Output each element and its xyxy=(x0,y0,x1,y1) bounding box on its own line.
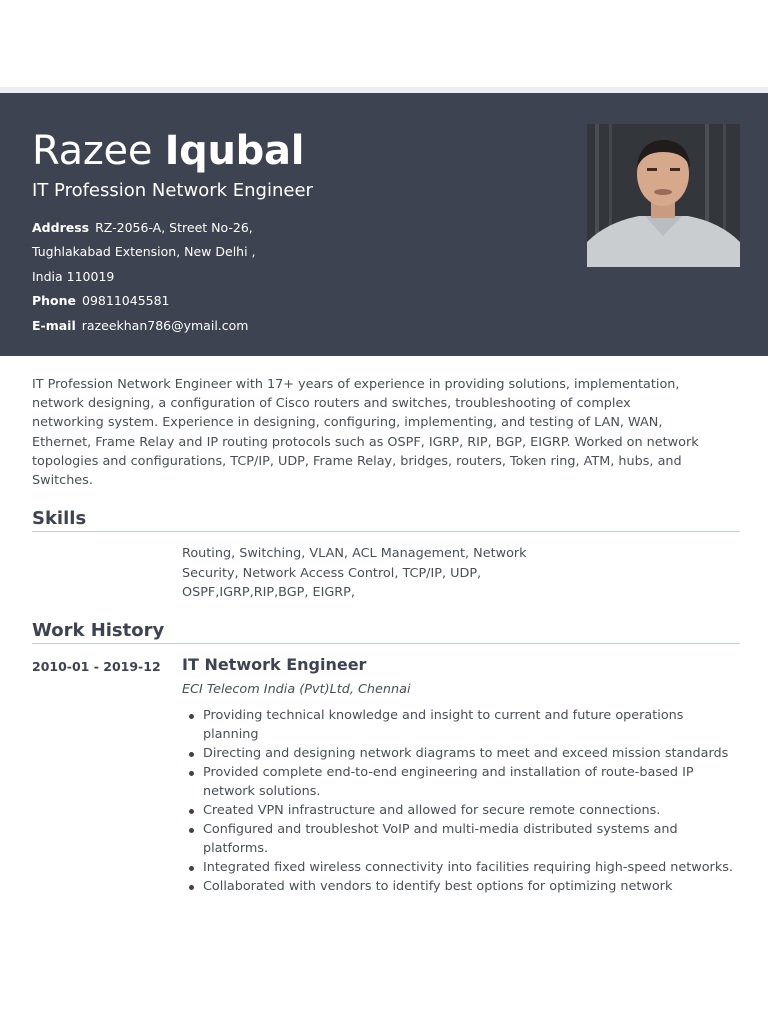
phone-row xyxy=(32,293,170,309)
list-item: Integrated fixed wireless connectivity into facilities requiring high-speed networks. xyxy=(182,858,737,877)
list-item: Created VPN infrastructure and allowed for secure remote connections. xyxy=(182,801,737,820)
list-item: Collaborated with vendors to identify best options for optimizing network xyxy=(182,877,737,896)
profile-photo-illustration xyxy=(587,124,740,267)
summary-line: Switches. xyxy=(32,473,93,489)
job-dates: 2010-01 - 2019-12 xyxy=(32,659,161,674)
address-row xyxy=(32,220,253,236)
phone-value: 09811045581 xyxy=(82,293,170,308)
job-company: ECI Telecom India (Pvt)Ltd, Chennai xyxy=(182,682,411,697)
resume-header xyxy=(0,93,768,356)
list-item: Providing technical knowledge and insight to current and future operations planning xyxy=(182,706,737,744)
address-row-2 xyxy=(32,244,256,260)
skills-heading: Skills xyxy=(32,508,87,529)
first-name: Razee xyxy=(32,128,153,174)
skills-line: Routing, Switching, VLAN, ACL Management, Network xyxy=(182,546,527,561)
job-responsibilities xyxy=(182,706,737,896)
summary-line: networking system. Experience in designing, configuring, implementing, and testing of LAN, WAN, xyxy=(32,415,663,431)
summary-line: Ethernet, Frame Relay and IP routing protocols such as OSPF, IGRP, RIP, BGP, EIGRP. Worked on network xyxy=(32,434,699,450)
skills-line: OSPF,IGRP,RIP,BGP, EIGRP, xyxy=(182,585,355,600)
skills-list xyxy=(182,544,562,603)
list-item: Provided complete end-to-end engineering and installation of route-based IP network solutions. xyxy=(182,763,737,801)
work-history-divider xyxy=(32,643,740,644)
summary-line: network designing, a configuration of Cisco routers and switches, troubleshooting of complex xyxy=(32,396,631,412)
address-line-1: RZ-2056-A, Street No-26, xyxy=(95,220,253,235)
professional-summary xyxy=(32,375,742,490)
work-history-heading: Work History xyxy=(32,620,165,641)
email-label: E-mail xyxy=(32,318,76,333)
page-bottom-margin xyxy=(0,934,768,1024)
phone-label: Phone xyxy=(32,293,77,308)
summary-line: IT Profession Network Engineer with 17+ years of experience in providing solutions, implementation, xyxy=(32,377,680,392)
address-line-2: Tughlakabad Extension, New Delhi , xyxy=(32,244,256,259)
list-item: Configured and troubleshot VoIP and multi-media distributed systems and platforms. xyxy=(182,820,737,858)
last-name: Iqubal xyxy=(164,128,305,174)
headline: IT Profession Network Engineer xyxy=(32,180,313,201)
profile-photo xyxy=(587,124,740,267)
skills-divider xyxy=(32,531,740,532)
address-row-3 xyxy=(32,269,114,285)
list-item: Directing and designing network diagrams to meet and exceed mission standards xyxy=(182,744,737,763)
skills-line: Security, Network Access Control, TCP/IP, UDP, xyxy=(182,565,482,581)
email-row xyxy=(32,318,248,334)
job-title: IT Network Engineer xyxy=(182,655,367,674)
candidate-name xyxy=(32,127,304,175)
summary-line: topologies and configurations, TCP/IP, UDP, Frame Relay, bridges, routers, Token ring, ATM, hubs, and xyxy=(32,453,682,469)
address-line-3: India 110019 xyxy=(32,269,115,284)
address-label: Address xyxy=(32,220,90,235)
email-value: razeekhan786@ymail.com xyxy=(81,318,249,333)
